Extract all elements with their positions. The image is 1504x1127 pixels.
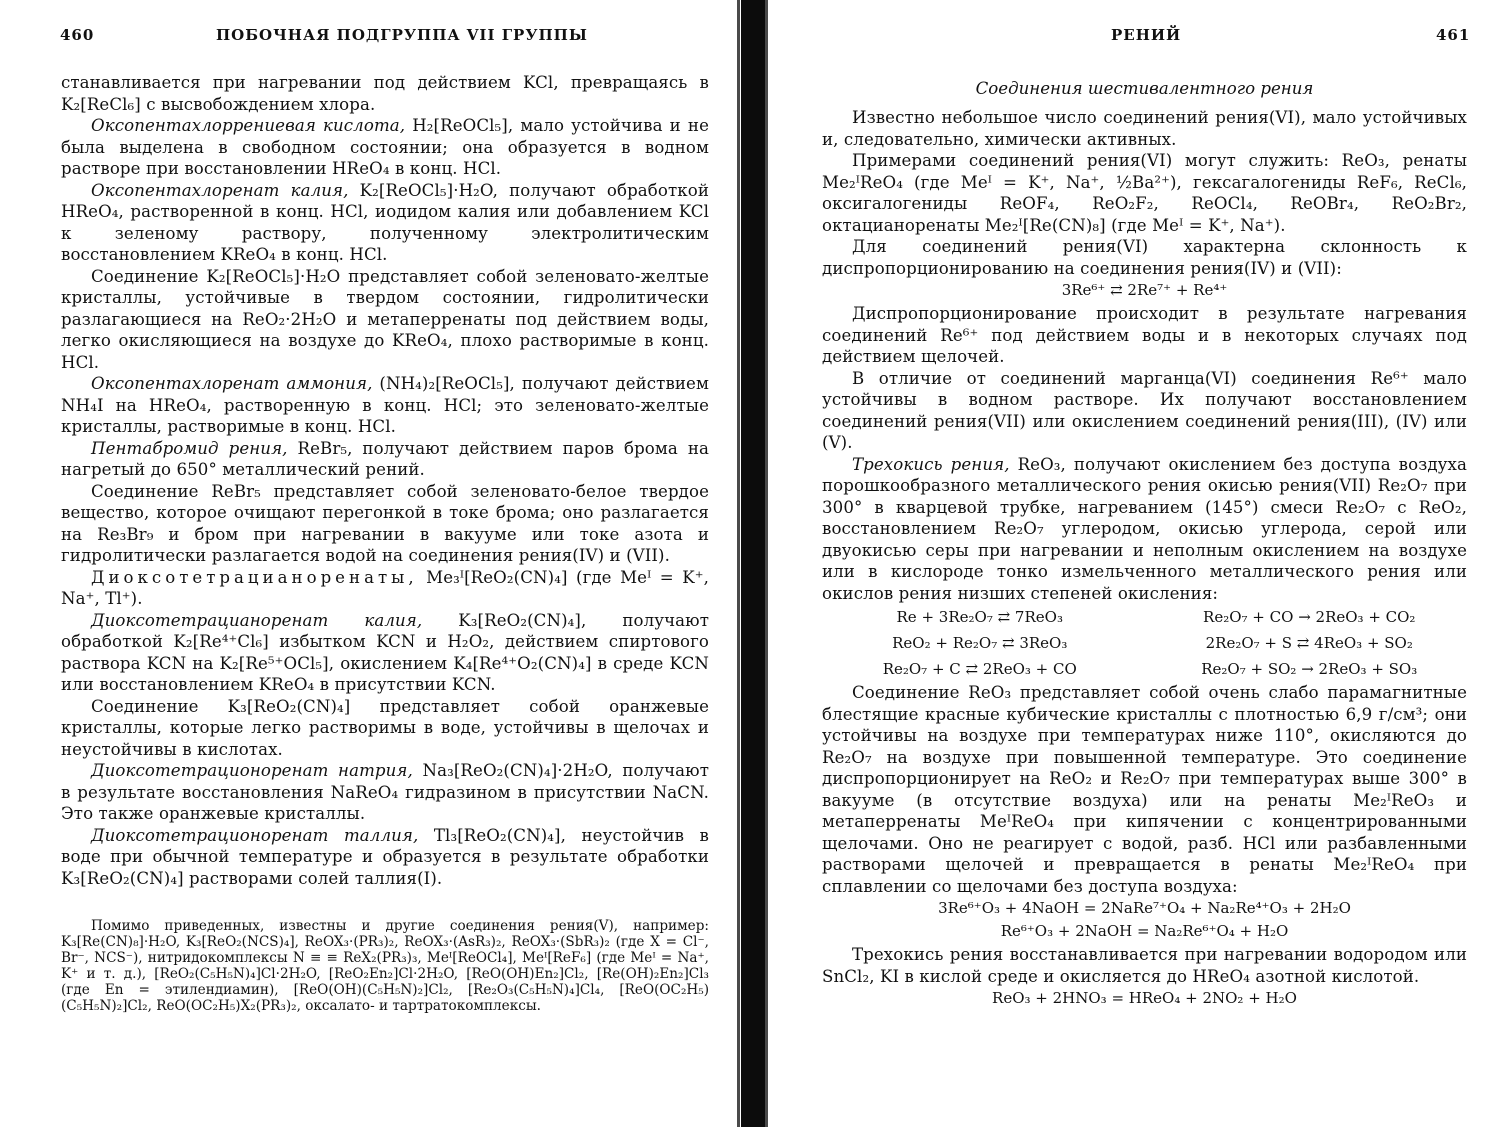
paragraph: Оксопентахлоренат аммония, (NH₄)₂[ReOCl₅], получают действием NH₄I на HReO₄, растворенную в конц. HCl; это зеленовато-желтые кристаллы, растворимые в конц. HCl. bbox=[61, 374, 709, 436]
paragraph: Соединение ReBr₅ представляет собой зеленовато-белое твердое вещество, которое очищают перегонкой в токе брома; оно разлагается на Re₃Br₉ и бром при нагревании в вакууме или токе азота и гидролитически разлагается водой на соединения рения(IV) и (VII). bbox=[61, 481, 709, 565]
paragraph: Известно небольшое число соединений рения(VI), мало устойчивых и, следовательно, химически активных. bbox=[822, 108, 1467, 149]
term: Пентабромид рения, bbox=[91, 438, 288, 458]
paragraph: Диоксотетрационоренат таллия, Tl₃[ReO₂(CN)₄], неустойчив в воде при обычной температуре и образуется в результате обработки K₃[ReO₂(CN)₄] растворами солей таллия(I). bbox=[61, 825, 709, 888]
equation: ReO₃ + 2HNO₃ = HReO₄ + 2NO₂ + H₂O bbox=[992, 989, 1297, 1007]
term: Трехокись рения, bbox=[852, 454, 1010, 474]
left-page bbox=[0, 0, 740, 1127]
book-gutter bbox=[741, 0, 765, 1127]
page-number-left: 460 bbox=[60, 26, 95, 44]
paragraph: Трехокись рения, ReO₃, получают окислением без доступа воздуха порошкообразного металлического рения окисью рения(VII) Re₂O₇ при 300° в кварцевой трубке, нагреванием (145°) смеси Re₂O₇ с ReO₂, восстановлением Re₂O₇ углеродом, окисью углерода, серой или двуокисью серы при нагревании и неполным окислением на воздухе или в кислороде тонко измельченного металлического рения или окислов рения низших степеней окисления: bbox=[822, 454, 1467, 603]
gutter-edge bbox=[765, 0, 768, 1127]
gutter-edge bbox=[737, 0, 740, 1127]
section-title: Соединения шестивалентного рения bbox=[975, 79, 1314, 98]
equation: 2Re₂O₇ + S ⇄ 4ReO₃ + SO₂ bbox=[1205, 634, 1413, 652]
paragraph: Соединение K₂[ReOCl₅]·H₂O представляет собой зеленовато-желтые кристаллы, устойчивые в твердом состоянии, гидролитически разлагающиеся на ReO₂·2H₂O и метаперренаты под действием воды, легко окисляющиеся на воздухе до KReO₄, плохо растворимые в конц. HCl. bbox=[61, 266, 709, 372]
paragraph: В отличие от соединений марганца(VI) соединения Re⁶⁺ мало устойчивы в водном растворе. Их получают восстановлением соединений рения(VII) или окислением соединений рения(III), (IV) или (V). bbox=[822, 368, 1467, 452]
paragraph: Примерами соединений рения(VI) могут служить: ReO₃, ренаты Me₂ᴵReO₄ (где Meᴵ = K⁺, Na⁺, ½Ba²⁺), гексагалогениды ReF₆, ReCl₆, оксигалогениды ReOF₄, ReO₂F₂, ReOCl₄, ReOBr₄, ReO₂Br₂, октацианоренаты Me₂ᴵ[Re(CN)₈] (где Meᴵ = K⁺, Na⁺). bbox=[822, 151, 1467, 235]
term: Оксопентахлоренат аммония, bbox=[91, 374, 373, 393]
footnote: Помимо приведенных, известны и другие соединения рения(V), например: K₃[Re(CN)₈]·H₂O, K₃[ReO₂(NCS)₄], ReOX₃·(PR₃)₂, ReOX₃·(AsR₃)₂, ReOX₃·(SbR₃)₂ (где X = Cl⁻, Br⁻, NCS⁻), нитридокомплексы N ≡ ≡ ReX₂(PR₃)₃, Meᴵ[ReOCl₄], Meᴵ[ReF₆] (где Meᴵ = Na⁺, K⁺ и т. д.), [ReO₂(C₅H₅N)₄]Cl·2H₂O, [ReO₂En₂]Cl·2H₂O, [ReO(OH)En₂]Cl₂, [Re(OH)₂En₂]Cl₃ (где En = этилендиамин), [ReO(OH)(C₅H₅N)₂]Cl₂, [Re₂O₃(C₅H₅N)₄]Cl₄, [ReO(OC₂H₅)(C₅H₅N)₂]Cl₂, ReO(OC₂H₅)X₂(PR₃)₂, оксалато- и тартратокомплексы. bbox=[61, 918, 709, 1014]
paragraph: Диспропорционирование происходит в результате нагревания соединений Re⁶⁺ под действием воды и в некоторых случаях под действием щелочей. bbox=[822, 304, 1467, 366]
paragraph: Диоксотетрацианоренат калия, K₃[ReO₂(CN)₄], получают обработкой K₂[Re⁴⁺Cl₆] избытком KCN и H₂O₂, действием спиртового раствора KCN на K₂[Re⁵⁺OCl₅], окислением K₄[Re⁴⁺O₂(CN)₄] в среде KCN или восстановлением KReO₄ в присутствии KCN. bbox=[61, 610, 710, 694]
running-head-left: ПОБОЧНАЯ ПОДГРУППА VII ГРУППЫ bbox=[216, 26, 588, 44]
term: Диоксотетрацианоренаты, bbox=[91, 567, 418, 587]
paragraph: Пентабромид рения, ReBr₅, получают действием паров брома на нагретый до 650° металлический рений. bbox=[61, 438, 709, 479]
paragraph: станавливается при нагревании под действием KCl, превращаясь в K₂[ReCl₆] с высвобождением хлора. bbox=[61, 73, 709, 114]
right-body bbox=[822, 79, 1467, 1011]
paragraph: Соединение ReO₃ представляет собой очень слабо парамагнитные блестящие красные кубические кристаллы с плотностью 6,9 г/см³; они устойчивы на воздухе при температурах ниже 110°, окисляются до Re₂O₇ на воздухе при повышенной температуре. Это соединение диспропорционирует на ReO₂ и Re₂O₇ при температурах выше 300° в вакууме (в отсутствие воздуха) или на ренаты Me₂ᴵReO₃ и метаперренаты MeᴵReO₄ при кипячении с концентрированными щелочами. Оно не реагирует с водой, разб. HCl или разбавленными растворами щелочей и превращается в ренаты Me₂ᴵReO₄ при сплавлении со щелочами без доступа воздуха: bbox=[822, 683, 1467, 896]
paragraph: Диоксотетрацианоренаты, Me₃ᴵ[ReO₂(CN)₄] (где Meᴵ = K⁺, Na⁺, Tl⁺). bbox=[61, 567, 709, 608]
equation: Re₂O₇ + C ⇄ 2ReO₃ + CO bbox=[882, 660, 1077, 678]
left-body bbox=[61, 72, 709, 889]
page-number-right: 461 bbox=[1436, 26, 1471, 44]
equation: Re₂O₇ + SO₂ → 2ReO₃ + SO₃ bbox=[1201, 660, 1418, 678]
equation: 3Re⁶⁺O₃ + 4NaOH = 2NaRe⁷⁺O₄ + Na₂Re⁴⁺O₃ + 2H₂O bbox=[938, 899, 1351, 917]
paragraph: Трехокись рения восстанавливается при нагревании водородом или SnCl₂, KI в кислой среде и окисляется до HReO₄ азотной кислотой. bbox=[822, 945, 1467, 986]
footnote-block bbox=[61, 918, 709, 1014]
paragraph: Оксопентахлоррениевая кислота, H₂[ReOCl₅], мало устойчива и не была выделена в свободном состоянии; она образуется в водном растворе при восстановлении HReO₄ в конц. HCl. bbox=[61, 116, 709, 178]
equation: 3Re⁶⁺ ⇄ 2Re⁷⁺ + Re⁴⁺ bbox=[1061, 281, 1228, 299]
term: Оксопентахлоррениевая кислота, bbox=[91, 116, 406, 135]
equation-grid bbox=[822, 606, 1467, 680]
term: Оксопентахлоренат калия, bbox=[91, 180, 349, 200]
term: Диоксотетрационоренат натрия, bbox=[91, 761, 413, 780]
term: Диоксотетрацианоренат калия, bbox=[91, 610, 423, 630]
running-head-right: РЕНИЙ bbox=[1111, 26, 1182, 44]
paragraph: Для соединений рения(VI) характерна склонность к диспропорционированию на соединения рения(IV) и (VII): bbox=[822, 237, 1467, 278]
equation: Re + 3Re₂O₇ ⇄ 7ReO₃ bbox=[896, 608, 1063, 626]
paragraph: Оксопентахлоренат калия, K₂[ReOCl₅]·H₂O, получают обработкой HReO₄, растворенной в конц. HCl, иодидом калия или добавлением KCl к зеленому раствору, полученному электролитическим восстановлением KReO₄ в конц. HCl. bbox=[61, 180, 709, 264]
equation: Re₂O₇ + CO → 2ReO₃ + CO₂ bbox=[1203, 608, 1416, 626]
equation: Re⁶⁺O₃ + 2NaOH = Na₂Re⁶⁺O₄ + H₂O bbox=[1000, 922, 1289, 940]
right-page bbox=[770, 0, 1504, 1127]
paragraph: Соединение K₃[ReO₂(CN)₄] представляет собой оранжевые кристаллы, которые легко растворимы в воде, устойчивы в щелочах и неустойчивы в кислотах. bbox=[61, 696, 709, 759]
equation: ReO₂ + Re₂O₇ ⇄ 3ReO₃ bbox=[892, 634, 1068, 652]
term: Диоксотетрационоренат таллия, bbox=[91, 825, 419, 845]
paragraph: Диоксотетрационоренат натрия, Na₃[ReO₂(CN)₄]·2H₂O, получают в результате восстановления NaReO₄ гидразином в присутствии NaCN. Это также оранжевые кристаллы. bbox=[61, 761, 710, 823]
